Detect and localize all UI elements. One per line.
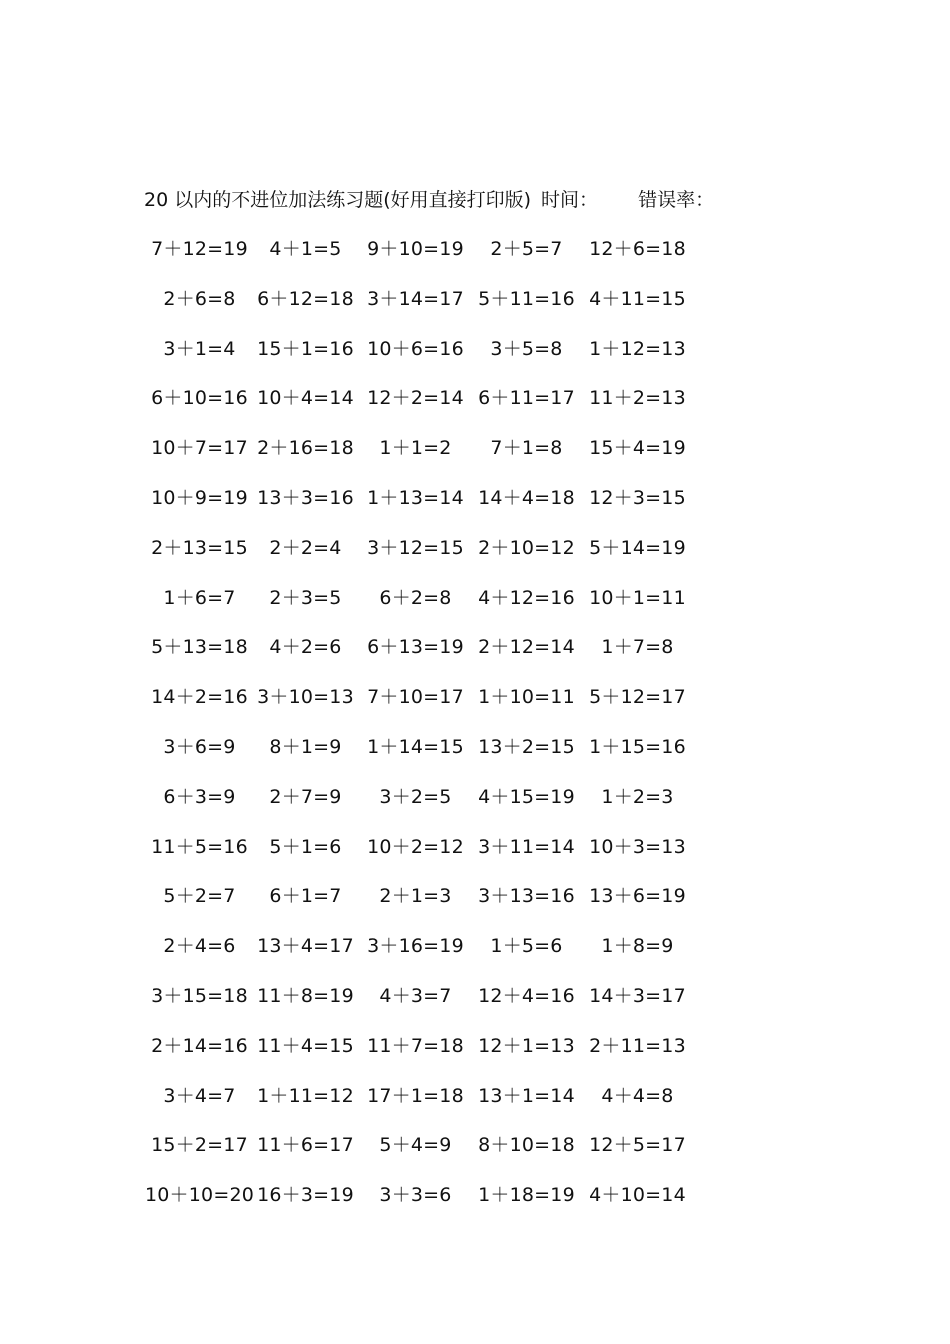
addition-problem: 1＋6=7 bbox=[163, 586, 236, 609]
addition-problem: 3＋12=15 bbox=[367, 536, 464, 559]
addition-problem: 1＋10=11 bbox=[478, 686, 575, 709]
addition-problem: 11＋2=13 bbox=[589, 387, 686, 410]
addition-problem: 4＋2=6 bbox=[269, 636, 342, 659]
addition-problem: 4＋12=16 bbox=[478, 586, 575, 609]
addition-problem: 10＋7=17 bbox=[151, 437, 248, 460]
addition-problem: 17＋1=18 bbox=[367, 1084, 464, 1107]
addition-problem: 13＋2=15 bbox=[478, 735, 575, 758]
problem-row bbox=[144, 384, 704, 434]
addition-problem: 13＋6=19 bbox=[589, 885, 686, 908]
addition-problem: 4＋11=15 bbox=[589, 287, 686, 310]
addition-problem: 3＋1=4 bbox=[163, 337, 236, 360]
addition-problem: 5＋2=7 bbox=[163, 885, 236, 908]
addition-problem: 3＋6=9 bbox=[163, 735, 236, 758]
problem-row bbox=[144, 1181, 704, 1231]
addition-problem: 14＋4=18 bbox=[478, 486, 575, 509]
addition-problem: 14＋3=17 bbox=[589, 984, 686, 1007]
addition-problem: 4＋1=5 bbox=[269, 238, 342, 260]
addition-problem: 15＋2=17 bbox=[151, 1134, 248, 1157]
addition-problem: 3＋13=16 bbox=[478, 885, 575, 908]
addition-problem: 7＋1=8 bbox=[490, 437, 563, 460]
addition-problem: 3＋5=8 bbox=[490, 337, 563, 360]
addition-problem: 15＋4=19 bbox=[589, 437, 686, 460]
error-rate-label: 错误率： bbox=[638, 189, 715, 211]
addition-problem: 2＋2=4 bbox=[269, 536, 342, 559]
addition-problem: 6＋2=8 bbox=[379, 586, 452, 609]
problem-row bbox=[144, 285, 704, 335]
problem-row bbox=[144, 235, 704, 285]
problem-row bbox=[144, 584, 704, 634]
addition-problem: 6＋12=18 bbox=[257, 287, 354, 310]
addition-problem: 12＋4=16 bbox=[478, 984, 575, 1007]
addition-problem: 11＋4=15 bbox=[257, 1034, 354, 1057]
addition-problem: 4＋3=7 bbox=[379, 984, 452, 1007]
worksheet-header bbox=[144, 186, 714, 214]
addition-problem: 6＋3=9 bbox=[163, 785, 236, 808]
addition-problem: 5＋13=18 bbox=[151, 636, 248, 659]
problem-row bbox=[144, 783, 704, 833]
addition-problem: 12＋3=15 bbox=[589, 486, 686, 509]
addition-problem: 1＋2=3 bbox=[601, 785, 674, 808]
addition-problem: 6＋10=16 bbox=[151, 387, 248, 410]
addition-problem: 11＋6=17 bbox=[257, 1134, 354, 1157]
addition-problem: 6＋11=17 bbox=[478, 387, 575, 410]
problem-row bbox=[144, 882, 704, 932]
problem-row bbox=[144, 484, 704, 534]
addition-problem: 7＋12=19 bbox=[151, 238, 248, 260]
addition-problem: 2＋14=16 bbox=[151, 1034, 248, 1057]
addition-problem: 2＋5=7 bbox=[490, 238, 563, 260]
addition-problem: 9＋10=19 bbox=[367, 238, 464, 260]
problem-row bbox=[144, 434, 704, 484]
addition-problem: 3＋2=5 bbox=[379, 785, 452, 808]
addition-problem: 6＋1=7 bbox=[269, 885, 342, 908]
addition-problem: 10＋3=13 bbox=[589, 835, 686, 858]
addition-problem: 3＋4=7 bbox=[163, 1084, 236, 1107]
addition-problem: 10＋2=12 bbox=[367, 835, 464, 858]
addition-problem: 10＋6=16 bbox=[367, 337, 464, 360]
addition-problem: 10＋10=20 bbox=[144, 1184, 255, 1207]
addition-problem: 4＋10=14 bbox=[589, 1184, 686, 1207]
addition-problem: 1＋7=8 bbox=[601, 636, 674, 659]
time-label: 时间： bbox=[541, 189, 599, 211]
addition-problem: 5＋1=6 bbox=[269, 835, 342, 858]
problem-row bbox=[144, 1131, 704, 1181]
addition-problem: 2＋13=15 bbox=[151, 536, 248, 559]
problem-row bbox=[144, 1082, 704, 1132]
addition-problem: 13＋4=17 bbox=[257, 935, 354, 958]
addition-problem: 13＋3=16 bbox=[257, 486, 354, 509]
addition-problem: 3＋11=14 bbox=[478, 835, 575, 858]
problem-row bbox=[144, 982, 704, 1032]
addition-problem: 2＋11=13 bbox=[589, 1034, 686, 1057]
addition-problem: 10＋9=19 bbox=[151, 486, 248, 509]
addition-problem: 2＋4=6 bbox=[163, 935, 236, 958]
addition-problem: 12＋6=18 bbox=[589, 238, 686, 260]
addition-problem: 2＋3=5 bbox=[269, 586, 342, 609]
addition-problem: 15＋1=16 bbox=[257, 337, 354, 360]
problem-row bbox=[144, 335, 704, 385]
addition-problem: 3＋14=17 bbox=[367, 287, 464, 310]
addition-problem: 4＋15=19 bbox=[478, 785, 575, 808]
addition-problem: 13＋1=14 bbox=[478, 1084, 575, 1107]
addition-problem: 10＋4=14 bbox=[257, 387, 354, 410]
problem-row bbox=[144, 534, 704, 584]
addition-problem: 1＋12=13 bbox=[589, 337, 686, 360]
problem-row bbox=[144, 733, 704, 783]
addition-problem: 1＋11=12 bbox=[257, 1084, 354, 1107]
addition-problem: 5＋12=17 bbox=[589, 686, 686, 709]
addition-problem: 3＋16=19 bbox=[367, 935, 464, 958]
addition-problem: 2＋6=8 bbox=[163, 287, 236, 310]
addition-problem: 3＋15=18 bbox=[151, 984, 248, 1007]
addition-problem: 2＋16=18 bbox=[257, 437, 354, 460]
addition-problem: 14＋2=16 bbox=[151, 686, 248, 709]
addition-problem: 1＋14=15 bbox=[367, 735, 464, 758]
addition-problem: 8＋10=18 bbox=[478, 1134, 575, 1157]
addition-problem: 1＋5=6 bbox=[490, 935, 563, 958]
addition-problem: 1＋8=9 bbox=[601, 935, 674, 958]
addition-problem: 1＋15=16 bbox=[589, 735, 686, 758]
problem-row bbox=[144, 833, 704, 883]
problem-row bbox=[144, 633, 704, 683]
addition-problem: 12＋2=14 bbox=[367, 387, 464, 410]
problem-row bbox=[144, 932, 704, 982]
addition-problem: 3＋10=13 bbox=[257, 686, 354, 709]
addition-problem: 12＋5=17 bbox=[589, 1134, 686, 1157]
problem-row bbox=[144, 683, 704, 733]
addition-problem: 12＋1=13 bbox=[478, 1034, 575, 1057]
addition-problem: 3＋3=6 bbox=[379, 1184, 452, 1207]
addition-problem: 1＋18=19 bbox=[478, 1184, 575, 1207]
addition-problem: 11＋5=16 bbox=[151, 835, 248, 858]
addition-problem: 5＋4=9 bbox=[379, 1134, 452, 1157]
addition-problem: 1＋13=14 bbox=[367, 486, 464, 509]
addition-problem: 2＋7=9 bbox=[269, 785, 342, 808]
addition-problem: 6＋13=19 bbox=[367, 636, 464, 659]
worksheet-title: 20 以内的不进位加法练习题(好用直接打印版) bbox=[144, 189, 532, 211]
addition-problem: 8＋1=9 bbox=[269, 735, 342, 758]
addition-problem: 4＋4=8 bbox=[601, 1084, 674, 1107]
addition-problem: 10＋1=11 bbox=[589, 586, 686, 609]
addition-problem: 2＋1=3 bbox=[379, 885, 452, 908]
addition-problem: 5＋14=19 bbox=[589, 536, 686, 559]
addition-problem: 5＋11=16 bbox=[478, 287, 575, 310]
addition-problem: 2＋12=14 bbox=[478, 636, 575, 659]
addition-problem: 11＋8=19 bbox=[257, 984, 354, 1007]
problem-grid bbox=[144, 235, 704, 1231]
addition-problem: 16＋3=19 bbox=[257, 1184, 354, 1207]
addition-problem: 11＋7=18 bbox=[367, 1034, 464, 1057]
problem-row bbox=[144, 1032, 704, 1082]
addition-problem: 1＋1=2 bbox=[379, 437, 452, 460]
addition-problem: 7＋10=17 bbox=[367, 686, 464, 709]
addition-problem: 2＋10=12 bbox=[478, 536, 575, 559]
